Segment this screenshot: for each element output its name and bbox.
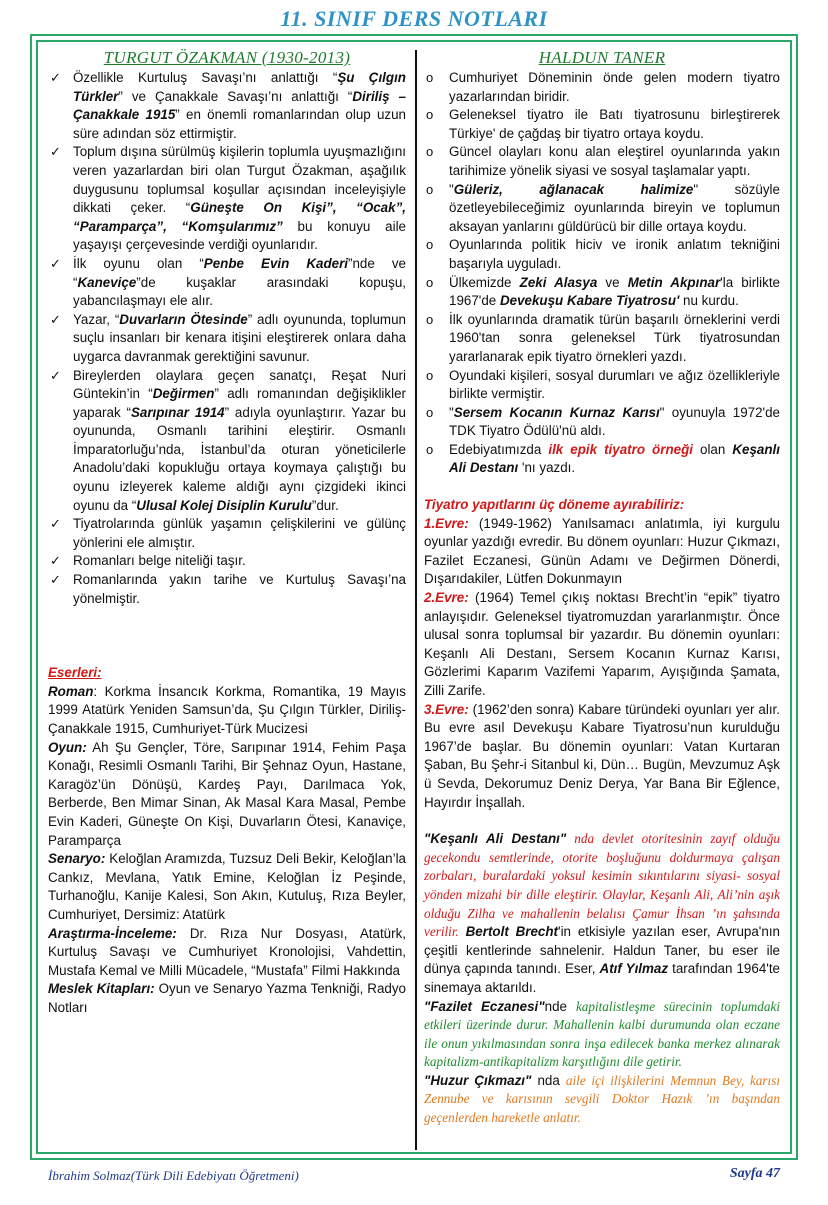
text-run: Duvarların Ötesinde: [119, 311, 248, 327]
works-heading: Eserleri:: [48, 665, 102, 681]
checkmark-icon: ✓: [50, 144, 61, 160]
work-category-label: Araştırma-İnceleme:: [48, 925, 177, 941]
work-category: [48, 925, 406, 981]
right-bullet-list: [424, 69, 780, 478]
play-summary: [424, 1072, 780, 1128]
text-run: Ulusal Kolej Disiplin Kurulu: [136, 497, 312, 513]
text-run: devlet otoritesinin zayıf olduğu gecekondu semtlerinde, otorite boşluğunu doldurmaya çalışan zorbaları, buralardaki yoksul kesimin sıkıntılarını siyasi- sosyal yönden mizahi bir dille eleştirir. Olaylar, Keşanlı Ali, Ali’nin aşık olduğu Zilha ve mahallenin belalısı Çamur İhsan ’ın şahsında verilir.: [424, 831, 780, 940]
era-text: (1962’den sonra) Kabare türündeki oyunları yer alır. Bu evre asıl Devekuşu Kabare Tiyatrosu’nun kuruldu​ğu 1967’de başlar. Bu dönemin oyunları: Vatan Kurtaran Şaban, Bu Şehr-i Sitanbul ki, Dün… Bugün, Mevzumuz Aşk ü Sevda, Dekorumuz Deniz Derya, Yar Bana Bir Eğlence, Hayırdır İnşallah.: [424, 701, 780, 810]
text-run: Yazar, “: [73, 311, 120, 327]
work-category: [48, 850, 406, 924]
text-run: Metin Akpınar: [627, 274, 721, 290]
text-run: Sersem Kocanın Kurnaz Karısı: [453, 404, 660, 420]
right-bullet-item: [424, 181, 780, 237]
work-category-label: Oyun:: [48, 739, 87, 755]
text-run: nde: [544, 998, 576, 1014]
work-category-text: Oyun ve Senaryo Yazma Tenkniği, Radyo Notları: [48, 981, 406, 1015]
circle-bullet-icon: o: [426, 441, 434, 457]
text-run: Diriliş – Çanakkale 1915: [73, 88, 406, 123]
left-bullet-item: [48, 69, 406, 143]
text-run: Penbe Evin Kaderi: [203, 255, 349, 271]
text-run: ” adlı oyununda, toplumun suçlu insanları bir kenara itişini eleştirerek onlara daha uygarca davranmak gerektiğini savunur.: [73, 311, 406, 364]
checkmark-icon: ✓: [50, 255, 61, 271]
text-run: Özellikle Kurtuluş Savaşı’nı anlattığı “: [73, 70, 338, 85]
checkmark-icon: ✓: [50, 553, 61, 569]
work-category-separator: [177, 926, 190, 941]
right-bullet-item: [424, 441, 780, 478]
eras-heading: Tiyatro yapıtlarını üç döneme ayırabiliriz:: [424, 497, 685, 513]
work-category: [48, 980, 406, 1017]
text-run: Toplum dışına sürülmüş kişilerin toplumla uyuşmazlığını veren yazarlardan biri olan Turgut Özakman, aşağılık duygusunu toplumsal koşullar açısından inceleyişiyle dikkati çeker. “: [73, 144, 406, 216]
text-run: nda: [566, 831, 603, 847]
text-run: ”de kuşaklar arasındaki kopuşu, yabancılaşmayı ele alır.: [73, 274, 406, 309]
work-category-label: Roman: [48, 683, 94, 699]
circle-bullet-icon: o: [426, 237, 434, 253]
era-label: 3.Evre:: [424, 701, 469, 717]
text-run: nda: [531, 1072, 566, 1088]
right-bullet-item: [424, 69, 780, 106]
text-run: ” ve Çanakkale Savaşı’nı anlattığı “: [118, 88, 353, 104]
circle-bullet-icon: o: [426, 311, 434, 327]
text-run: [459, 924, 466, 939]
footer-author: İbrahim Solmaz(Türk Dili Edebiyatı Öğretmeni): [48, 1168, 299, 1183]
era-paragraph: [424, 701, 780, 813]
circle-bullet-icon: o: [426, 181, 434, 197]
text-run: Romanları belge niteliği taşır.: [73, 553, 246, 569]
era-label: 1.Evre:: [424, 515, 469, 531]
checkmark-icon: ✓: [50, 311, 61, 327]
text-run: "Keşanlı Ali Destanı": [424, 831, 567, 847]
text-run: bu konuyu aile yaşayışı çerçevesinde verdiği oyunlarıdır.: [73, 218, 406, 253]
checkmark-icon: ✓: [50, 516, 61, 532]
text-run: ”nde ve “: [73, 255, 406, 290]
column-divider: [415, 50, 417, 1150]
text-run: Şu Çılgın Türkler: [73, 70, 406, 104]
left-column: [48, 48, 406, 1018]
text-run: ve: [597, 274, 628, 290]
text-run: kapitalistleşme sürecinin toplumdaki etkileri üzerinde durur. Mahallenin kalbi durumunda olan eczane ile onun yıkılmasından sonra inşa edilecek banka merkez alınarak kapitalizm-antikapitalizm karşıtlığını dile getirir.: [424, 998, 781, 1070]
text-run: ”dur.: [311, 497, 339, 513]
text-run: Bertolt Brecht: [465, 924, 559, 940]
left-bullet-item: [48, 311, 406, 367]
text-run: Güneşte On Kişi”, “Ocak”, “Paramparça”, “Komşularımız”: [73, 200, 406, 234]
text-run: Atıf Yılmaz: [599, 961, 669, 977]
text-run: "Huzur Çıkmazı": [424, 1072, 532, 1088]
right-bullet-item: [424, 106, 780, 143]
left-bullet-item: [48, 143, 406, 255]
work-category-text: Ah Şu Gençler, Töre, Sarıpınar 1914, Fehim Paşa Konağı, Resimli Osmanlı Tarihi, Bir Şehnaz Oyun, Hastane, Karagöz’ün Dönüşü, Kardeş Payı, Darılmaca Yok, Berberde, Ben Mimar Sinan, Ak Masal Kara Masal, Pembe Evin Kaderi, Güneşte On Kişi, Duvarların Ötesi, Kanaviçe, Paramparça: [48, 739, 406, 848]
text-run: ” adlı romanından değişiklikler yaparak “: [73, 386, 406, 420]
era-text: (1964) Temel çıkış noktası Brecht’in “epik” tiyatro anlayışıdır. Geleneksel tiyatromuzdan yararlanmıştır. Önce ulusal sonra toplumsal bir yazardır. Bu dönemin oyunları: Keşanlı Ali Destanı, Sersem Kocanın Kurnaz Karısı, Gözlerimi Kaparım Vazifemi Yaparım, Ayışığında Şamata, Zilli Zarife.: [424, 590, 780, 698]
circle-bullet-icon: o: [426, 144, 434, 160]
text-run: Geleneksel tiyatro ile Batı tiyatrosunu birleştirerek Türkiye' de çağdaş bir tiyatro ortaya koydu.: [449, 107, 780, 141]
work-category-label: Meslek Kitapları:: [48, 981, 155, 997]
circle-bullet-icon: o: [426, 107, 434, 123]
text-run: Devekuşu Kabare Tiyatrosu': [499, 293, 680, 309]
text-run: İlk oyunu olan “: [73, 255, 204, 271]
work-category-label: Senaryo:: [48, 851, 106, 867]
text-run: Güleriz, ağlanacak halimize: [453, 181, 694, 197]
play-summary: [424, 830, 780, 997]
left-bullet-item: [48, 571, 406, 608]
text-run: Romanlarında yakın tarihe ve Kurtuluş Savaşı’na yönelmiştir.: [73, 572, 406, 606]
work-category: [48, 683, 406, 739]
text-run: Oyunlarında politik hiciv ve ironik anlatım tekniğini başarıyla uyguladı.: [449, 237, 780, 271]
text-run: " oyunuyla 1972'de TDK Tiyatro Ödülü'nü aldı.: [449, 404, 780, 439]
work-category-text: Dr. Rıza Nur Dosyası, Atatürk, Kurtuluş Savaşı ve Cumhuriyet Kronolojisi, Vahdettin, Mustafa Kemal ve Milli Mücadele, “Mustafa” Filmi Hakkında: [48, 925, 406, 978]
footer-page-number: Sayfa 47: [729, 1166, 780, 1181]
text-run: 'in etkisiyle yazılan eser, Avrupa'nın çeşitli kentlerinde sahnelenir. Haldun Taner, bu eser ile dünya çapında tanındı. Eser,: [424, 924, 780, 977]
circle-bullet-icon: o: [426, 274, 434, 290]
circle-bullet-icon: o: [426, 404, 434, 420]
text-run: Zeki Alasya: [519, 274, 598, 290]
left-bullet-item: [48, 515, 406, 552]
text-run: tarafından 1964'te sinemaya aktarıldı.: [424, 961, 780, 995]
text-run: Oyundaki kişileri, sosyal durumları ve ağız özellikleriyle birlikte vermiştir.: [449, 367, 780, 402]
text-run: Tiyatrolarında günlük yaşamın çelişkilerini ve gülünç yönlerini ele almıştır.: [73, 516, 406, 550]
right-bullet-item: [424, 404, 780, 441]
era-paragraph: [424, 589, 780, 701]
era-label: 2.Evre:: [424, 590, 469, 606]
text-run: ilk epik tiyatro örneği: [548, 441, 693, 457]
works-list: [48, 683, 406, 1018]
text-run: Değirmen: [152, 386, 215, 402]
text-run: ": [449, 404, 454, 420]
text-run: Edebiyatımızda: [449, 441, 549, 457]
work-category-text: Keloğlan Aramızda, Tuzsuz Deli Bekir, Keloğlan’la Cankız, Mevlana, Yatık Emine, Keloğlan İz Peşinde, Turhanoğlu, Kanije Kalesi, Son Akın, Kutuluş, Rıza Beyler, Cumhuriyet, Dersimiz: Atatürk: [48, 851, 406, 922]
text-run: 'nı yazdı.: [518, 460, 576, 476]
text-run: Kaneviçe: [77, 274, 137, 290]
left-bullet-item: [48, 255, 406, 311]
text-run: ” adıyla oyunlaştırır. Yazar bu oyununda, Osmanlı tarihini eleştirir. Osmanlı İmparatorluğu’nda, İstanbul’da oturan yöneticilerle Anadolu’daki kopukluğu ortaya koymaya çalıştığı bu oyunu izleyerek kaleme aldığı aynı çizgideki ikinci oyunu da “: [73, 404, 406, 513]
work-category: [48, 739, 406, 851]
right-bullet-item: [424, 274, 780, 311]
left-bullet-item: [48, 367, 406, 516]
work-category-separator: :: [93, 683, 105, 699]
left-column-title: TURGUT ÖZAKMAN (1930-2013): [103, 48, 351, 67]
circle-bullet-icon: o: [426, 70, 434, 85]
left-bullet-item: [48, 552, 406, 571]
text-run: "Fazilet Eczanesi": [424, 998, 545, 1014]
play-summary: [424, 998, 780, 1072]
work-category-text: Korkma İnsancık Korkma, Romantika, 19 Mayıs 1999 Atatürk Yeniden Samsun’da, Şu Çılgın Türkler, Diriliş-Çanakkale 1915, Cumhuriyet-Türk Mucizesi: [48, 683, 406, 736]
text-run: İlk oyunlarında dramatik türün başarılı örneklerini verdi 1960'tan sonra geleneksel Türk tiyatrosundan yararlanarak epik tiyatro örnekleri yazdı.: [449, 311, 780, 364]
text-run: Keşanlı Ali Destanı: [449, 441, 780, 476]
right-column: [424, 48, 780, 1128]
summaries-list: [424, 830, 780, 1128]
right-bullet-item: [424, 236, 780, 273]
text-run: Güncel olayları konu alan eleştirel oyunlarında yakın tarihimize yönelik siyasi ve sosyal taşlamalar yaptı.: [449, 144, 780, 178]
era-paragraph: [424, 515, 780, 589]
checkmark-icon: ✓: [50, 367, 61, 383]
text-run: 'la birlikte 1967'de: [449, 274, 780, 309]
page-title: 11. SINIF DERS NOTLARI: [280, 6, 548, 31]
left-bullet-list: [48, 69, 406, 608]
text-run: olan: [692, 441, 733, 457]
text-run: aile içi ilişkilerini Memnun Bey, karısı Zennube ve karısının sevgili Doktor Hazık ’ın başından geçenlerden hareketle anlatır.: [424, 1072, 780, 1126]
text-run: " sözüyle özetleyebileceğimiz oyunlarında bireyin ve toplumun aksayan yanlarını güldürücü bir dille ortaya koydu.: [449, 181, 780, 234]
right-column-title: HALDUN TANER: [538, 48, 666, 67]
checkmark-icon: ✓: [50, 70, 61, 85]
text-run: ” en önemli romanlarından olup uzun süre adından söz ettirmiştir.: [73, 107, 407, 141]
text-run: Bireylerden olaylara geçen sanatçı, Reşat Nuri Güntekin’in “: [73, 367, 406, 402]
text-run: nu kurdu.: [679, 293, 739, 309]
circle-bullet-icon: o: [426, 367, 434, 383]
checkmark-icon: ✓: [50, 572, 61, 588]
text-run: Ülkemizde: [449, 274, 520, 290]
text-run: ": [449, 181, 454, 197]
eras-list: [424, 515, 780, 813]
right-bullet-item: [424, 311, 780, 367]
right-bullet-item: [424, 143, 780, 180]
right-bullet-item: [424, 367, 780, 404]
era-text: (1949-1962) Yanılsamacı anlatımla, iyi kurgulu oyunlar yazdığı evredir. Bu dönem oyunları: Huzur Çıkmazı, Fazilet Eczanesi, Günün Adamı ve Değirmen Dönerdi, Dışarıdakiler, Lütfen Dokunmayın: [424, 515, 780, 587]
text-run: Sarıpınar 1914: [130, 404, 225, 420]
text-run: Cumhuriyet Döneminin önde gelen modern tiyatro yazarlarından biridir.: [449, 70, 780, 104]
